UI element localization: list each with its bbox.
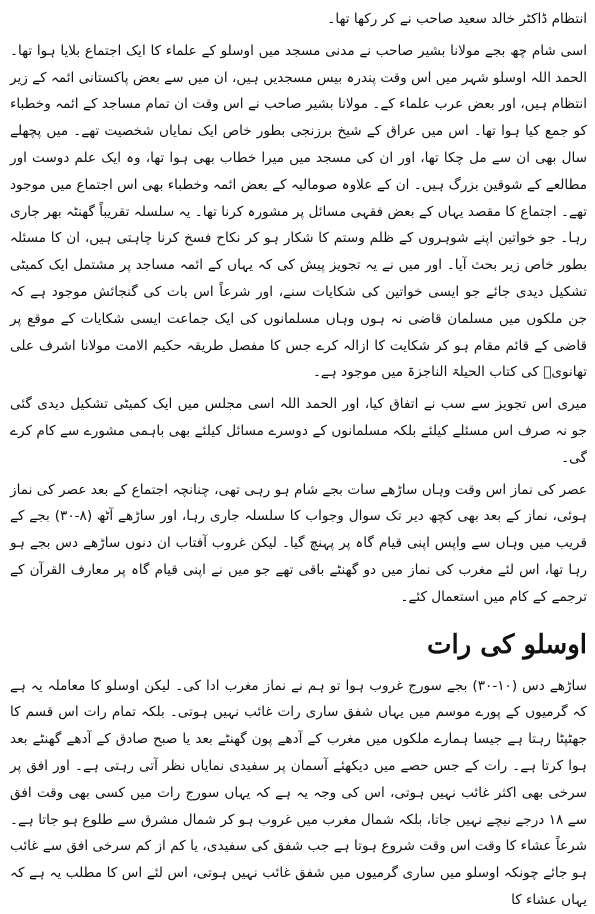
paragraph-committee: میری اس تجویز سے سب نے اتفاق کیا، اور الحمد اللہ اسی مجلس میں ایک کمیٹی تشکیل دیدی گئی جو نہ صرف اس مسئلے کیلئے بلکہ مسلمانوں کے دوسرے مسائل کیلئے بھی باہمی مشورے سے کام کرے گی۔ xyxy=(10,396,587,466)
paragraph-scholars-meeting: اسی شام چھ بجے مولانا بشیر صاحب نے مدنی مسجد میں اوسلو کے علماء کا ایک اجتماع بلایا ہوا تھا۔ الحمد اللہ اوسلو شہر میں اس وقت پندرہ بیس مسجدیں ہیں، ان میں سے بعض پاکستانی ائمہ کے زیر انتظام ہیں، اور بعض عرب علماء کے۔ مولانا بشیر صاحب نے اس وقت ان تمام مساجد کے ائمہ وخطباء کو جمع کیا ہوا تھا۔ اس میں عراق کے شیخ برزنجی بطور خاص ایک نمایاں شخصیت تھے۔ میں پچھلے سال بھی ان سے مل چکا تھا، اور ان کی مسجد میں میرا خطاب بھی ہوا تھا، وہ ایک علم دوست اور مطالعے کے شوقین بزرگ ہیں۔ ان کے علاوہ صومالیہ کے بعض ائمہ وخطباء بھی اس اجتماع میں موجود تھے۔ اجتماع کا مقصد یہاں کے بعض فقہی مسائل پر مشورہ کرنا تھا۔ یہ سلسلہ تقریباً گھنٹہ بھر جاری رہا۔ جو خواتین اپنے شوہروں کے ظلم وستم کا شکار ہو کر نکاح فسخ کرنا چاہتی ہیں، ان کا مسئلہ بطور خاص زیر بحث آیا۔ اور میں نے یہ تجویز پیش کی کہ یہاں کے ائمہ مساجد پر مشتمل ایک کمیٹی تشکیل دیدی جائے جو ایسی خواتین کی شکایات سنے، اور شرعاً اس بات کی گنجائش موجود ہے کہ جن ملکوں میں مسلمان قاضی نہ ہوں وہاں مسلمانوں کی ایک جماعت ایسی شکایات کے موقع پر قاضی کے قائم مقام ہو کر شکایت کا ازالہ کرے جس کا مفصل طریقہ حکیم الامت مولانا اشرف علی تھانویؒ کی کتاب الحیلۃ الناجزۃ میں موجود ہے۔ xyxy=(10,42,587,381)
paragraph-arrangement: انتظام ڈاکٹر خالد سعید صاحب نے کر رکھا تھا۔ xyxy=(327,11,587,27)
section-heading: اوسلو کی رات xyxy=(426,629,587,660)
paragraph-asr-prayer: عصر کی نماز اس وقت وہاں ساڑھے سات بجے شام ہو رہی تھی، چنانچہ اجتماع کے بعد عصر کی نماز ہوئی، نماز کے بعد بھی کچھ دیر تک سوال وجواب کا سلسلہ جاری رہا، اور ساڑھے آٹھ (۸-۳۰) بجے کے قریب میں وہاں سے واپس اپنی قیام گاہ پر پہنچ گیا۔ لیکن غروب آفتاب ان دنوں ساڑھے دس بجے ہو رہا تھا، اس لئے مغرب کی نماز میں دو گھنٹے باقی تھے جو میں نے اپنی قیام گاہ پر معارف القرآن کے ترجمے کے کام میں استعمال کئے۔ xyxy=(10,481,588,605)
paragraph-oslo-night: ساڑھے دس (۱۰-۳۰) بجے سورج غروب ہوا تو ہم نے نماز مغرب ادا کی۔ لیکن اوسلو کا معاملہ یہ ہے کہ گرمیوں کے پورے موسم میں یہاں شفق ساری رات غائب نہیں ہوتی۔ بلکہ تمام رات اس قسم کا جھٹپٹا رہتا ہے جیسا ہمارے ملکوں میں مغرب کے آدھے پون گھنٹے بعد یا صبح صادق کے آدھے گھنٹے بعد ہوا کرتا ہے۔ رات کے جس حصے میں دیکھئے آسمان پر سفیدی نمایاں نظر آتی رہتی ہے۔ اور افق پر سرخی بھی اکثر غائب نہیں ہوتی، اس کی وجہ یہ ہے کہ یہاں سورج رات میں کسی بھی وقت افق سے ۱۸ درجے نیچے نہیں جاتا، بلکہ شمال مغرب میں غروب ہو کر شمال مشرق سے طلوع ہو جاتا ہے۔ شرعاً عشاء کا وقت اس وقت شروع ہوتا ہے جب شفق کی سفیدی، یا کم از کم سرخی افق سے غائب ہو جائے چونکہ اوسلو میں ساری گرمیوں میں شفق غائب نہیں ہوتی، اس لئے اس کا مطلب یہ ہے کہ یہاں عشاء کا xyxy=(10,677,588,908)
